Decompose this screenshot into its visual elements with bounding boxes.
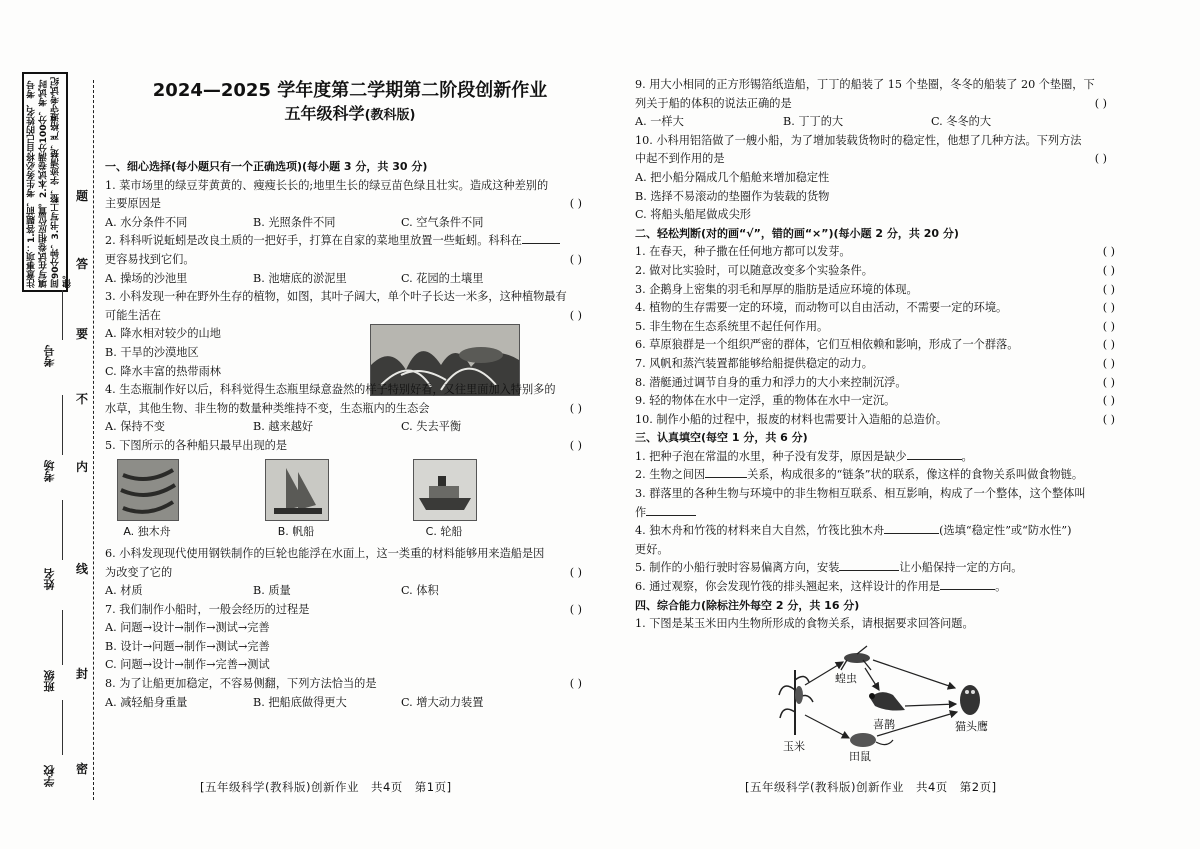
option-b[interactable]: B. 干旱的沙漠地区 [105,345,199,359]
judge-text: 6. 草原狼群是一个组织严密的群体，它们互相依赖和影响，形成了一个群落。 [635,338,1019,352]
option-b[interactable]: B. 把船底做得更大 [253,695,347,709]
field-school-line[interactable] [62,700,63,755]
page-footer: [五年级科学(教科版)创新作业 共4页 第2页] [745,780,997,794]
fill-text: 让小船保持一定的方向。 [899,561,1023,575]
field-name-line[interactable] [62,500,63,560]
label-field-mouse: 田鼠 [849,750,871,763]
field-class-line[interactable] [62,610,63,665]
steamship-image [413,459,477,521]
answer-paren[interactable]: ( ) [569,308,582,322]
question-text: 2. 科科听说蚯蚓是改良土质的一把好手，打算在自家的菜地里放置一些蚯蚓。科科在 [105,234,522,248]
sailboat-image [265,459,329,521]
judge-text: 10. 制作小船的过程中，报废的材料也需要计入造船的总造价。 [635,412,948,426]
question-text: 1. 下图是某玉米田内生物所形成的食物关系，请根据要求回答问题。 [635,617,974,631]
field-room: 考场 [43,460,56,482]
answer-paren[interactable]: ( ) [1102,338,1115,352]
blank[interactable] [907,459,962,460]
option-a[interactable]: A. 保持不变 [105,420,165,434]
exam-notice: 注意事项：1.答题前，考生务必将自己的姓名、考号填写在试卷相应位置。2.本试卷满分100分，考试时间90分钟，3.书写工整，字迹清楚，严格遵守考试纪律。 [22,72,68,292]
page-footer: [五年级科学(教科版)创新作业 共4页 第1页] [200,780,452,794]
label-magpie: 喜鹊 [873,718,895,731]
field-number-line[interactable] [62,290,63,340]
judgement-list [635,243,1125,429]
question-5 [105,437,600,545]
owl-icon [960,685,980,715]
option-c[interactable]: C. 花园的土壤里 [401,271,484,285]
seal-char: 线 [75,562,88,576]
page-2 [630,0,1130,849]
question-10 [635,132,1125,225]
judge-item [635,281,1125,300]
seal-char: 答 [75,257,88,271]
judge-item [635,374,1125,393]
question-text: 9. 用大小相同的正方形锡箔纸造船，丁丁的船装了 15 个垫圈，冬冬的船装了 20 个垫圈，下 [635,78,1095,91]
blank[interactable] [705,477,747,478]
judge-item [635,392,1125,411]
judge-item [635,355,1125,374]
option-b[interactable]: B. 帆船 [277,524,315,538]
field-number: 考号 [43,345,56,367]
food-web-diagram [775,640,1005,763]
question-text: 3. 小科发现一种在野外生存的植物，如图，其叶子阔大，单个叶子长达一米多，这种植物最有 [105,290,567,304]
fill-3 [635,485,1125,504]
seal-char: 不 [75,392,88,406]
question-text: 为改变了它的 [105,565,173,579]
answer-paren[interactable]: ( ) [1102,301,1115,315]
answer-paren[interactable]: ( ) [569,401,582,415]
judge-item [635,299,1125,318]
field-school: 学校 [43,765,56,787]
arrow-grasshopper-magpie [865,668,879,690]
field-name: 姓名 [43,568,56,590]
question-text: 6. 小科发现现代使用钢铁制作的巨轮也能浮在水面上，这一类重的材料能够用来造船是因 [105,546,545,560]
question-2 [105,232,600,288]
fill-text: 2. 生物之间因 [635,468,706,482]
answer-paren[interactable]: ( ) [1102,394,1115,408]
section-heading: 一、细心选择(每小题只有一个正确选项)(每小题 3 分，共 30 分) [105,160,428,173]
judge-text: 7. 风帆和蒸汽装置都能够给船提供稳定的动力。 [635,356,873,370]
option-c[interactable]: C. 失去平衡 [401,420,462,434]
option-b[interactable]: B. 选择不易滚动的垫圈作为装载的货物 [635,189,830,203]
seal-char: 封 [75,667,88,681]
fill-text: 1. 把种子泡在常温的水里，种子没有发芽，原因是缺少 [635,449,907,463]
option-a[interactable]: A. 把小船分隔成几个船舱来增加稳定性 [635,170,830,184]
question-text: 4. 生态瓶制作好以后，科科觉得生态瓶里绿意盎然的样子特别好看，又往里面加入特别多的 [105,383,556,397]
option-a[interactable]: A. 水分条件不同 [105,215,188,229]
subject-label: 五年级科学 [284,103,365,123]
judge-item [635,262,1125,281]
option-c[interactable]: C. 降水丰富的热带雨林 [105,364,221,378]
fill-1: 1. 把种子泡在常温的水里，种子没有发芽，原因是缺少 。 [635,449,973,463]
fill-3b [635,504,1125,523]
section-heading: 二、轻松判断(对的画“√”，错的画“×”)(每小题 2 分，共 20 分) [635,226,959,240]
seal-char: 要 [75,327,88,341]
magpie-icon [869,692,905,710]
option-b[interactable]: B. 质量 [253,584,291,598]
question-text: 主要原因是 [105,197,161,211]
answer-paren[interactable]: ( ) [1102,319,1115,333]
judge-text: 2. 做对比实验时，可以随意改变多个实验条件。 [635,263,873,277]
judge-text: 3. 企鹅身上密集的羽毛和厚厚的脂肪是适应环境的体现。 [635,282,918,296]
option-b[interactable]: B. 池塘底的淤泥里 [253,271,347,285]
fill-text: 5. 制作的小船行驶时容易偏离方向，安装 [635,561,840,575]
arrow-corn-mouse [805,715,849,738]
option-b[interactable]: B. 光照条件不同 [253,215,336,229]
option-c[interactable]: C. 冬冬的大 [931,115,992,129]
fill-6: 6. 通过观察，你会发现竹筏的排头翘起来，这样设计的作用是 。 [635,580,1007,594]
answer-paren[interactable]: ( ) [1102,263,1115,277]
binding-strip [0,0,100,849]
question-text: 更容易找到它们。 [105,252,195,266]
answer-paren[interactable]: ( ) [569,438,582,452]
question-text: 10. 小科用铝箔做了一艘小船，为了增加装载货物时的稳定性，他想了几种方法。下列方法 [635,133,1082,147]
option-a[interactable]: A. 减轻船身重量 [105,695,188,709]
field-class: 班级 [43,670,56,692]
judge-item [635,336,1125,355]
label-owl: 猫头鹰 [955,720,988,733]
option-b[interactable]: B. 越来越好 [253,420,314,434]
judge-text: 4. 植物的生存需要一定的环境，而动物可以自由活动，不需要一定的环境。 [635,301,1008,315]
answer-paren[interactable]: ( ) [1094,152,1107,166]
question-text: 5. 下图所示的各种船只最早出现的是 [105,438,288,452]
blank[interactable] [940,589,995,590]
answer-paren[interactable]: ( ) [569,602,582,616]
corn-icon [779,670,813,735]
arrow-grasshopper-owl [873,660,955,688]
exam-subtitle [100,105,600,126]
option-b[interactable]: B. 丁丁的大 [783,115,844,129]
option-a[interactable]: A. 独木舟 [123,524,171,538]
section-heading: 三、认真填空(每空 1 分，共 6 分) [635,431,808,445]
option-c[interactable]: C. 问题→设计→制作→完善→测试 [105,658,270,672]
judge-text: 8. 潜艇通过调节自身的重力和浮力的大小来控制沉浮。 [635,375,907,389]
answer-paren[interactable]: ( ) [1102,356,1115,370]
seal-char: 密 [75,762,88,776]
fill-text: 更好。 [635,542,669,556]
fill-text: 4. 独木舟和竹筏的材料来自大自然，竹筏比独木舟 [635,524,885,538]
question-1 [105,177,600,233]
page-1 [100,0,600,849]
question-text: 1. 菜市场里的绿豆芽黄黄的、瘦瘦长长的;地里生长的绿豆苗色绿且壮实。造成这种差别的 [105,178,549,192]
option-a[interactable]: A. 问题→设计→制作→测试→完善 [105,621,270,635]
option-a[interactable]: A. 降水相对较少的山地 [105,327,221,341]
seal-char: 题 [75,189,88,203]
option-c[interactable]: C. 增大动力装置 [401,695,484,709]
answer-paren[interactable]: ( ) [569,565,582,579]
option-c[interactable]: C. 空气条件不同 [401,215,484,229]
option-a[interactable]: A. 操场的沙池里 [105,271,188,285]
answer-paren[interactable]: ( ) [569,677,582,691]
blank[interactable] [839,570,899,571]
blank[interactable] [522,243,560,244]
fill-2 [635,466,1125,485]
blank[interactable] [884,533,939,534]
judge-text: 9. 轻的物体在水中一定浮，重的物体在水中一定沉。 [635,394,896,408]
question-text: 水草，其他生物、非生物的数量种类维持不变，生态瓶内的生态会 [105,401,430,415]
blank[interactable] [646,515,696,516]
question-text: 7. 我们制作小船时，一般会经历的过程是 [105,602,310,616]
option-c[interactable]: C. 轮船 [425,524,463,538]
fill-text: 作 [635,505,647,519]
fill-text: 关系，构成很多的“链条”状的联系，像这样的食物关系叫做食物链。 [747,468,1084,482]
field-room-line[interactable] [62,395,63,455]
label-corn: 玉米 [783,740,805,753]
seal-dashed-line [93,80,94,800]
section-heading: 四、综合能力(除标注外每空 2 分，共 16 分) [635,598,860,612]
answer-paren[interactable]: ( ) [1102,412,1115,426]
option-a[interactable]: A. 一样大 [635,115,684,129]
fill-text: 3. 群落里的各种生物与环境中的非生物相互联系、相互影响，构成了一个整体，这个整体叫 [635,487,1086,501]
answer-paren[interactable]: ( ) [569,252,582,266]
judge-item [635,318,1125,337]
option-a[interactable]: A. 材质 [105,584,143,598]
option-c[interactable]: C. 体积 [401,584,439,598]
question-text: 8. 为了让船更加稳定，不容易侧翻，下列方法恰当的是 [105,677,377,691]
question-text: 列关于船的体积的说法正确的是 [635,96,792,110]
arrow-magpie-owl [905,704,956,706]
option-c[interactable]: C. 将船头船尾做成尖形 [635,208,751,222]
field-mouse-icon [850,733,893,747]
judge-item [635,411,1125,430]
judge-text: 1. 在春天，种子撒在任何地方都可以发芽。 [635,245,851,259]
exam-title: 2024—2025 学年度第二学期第二阶段创新作业 [152,80,548,101]
fill-5 [635,559,1125,578]
seal-char: 内 [75,460,88,474]
section-1 [105,158,600,712]
fill-text: (选填“稳定性”或“防水性”) [939,524,1072,538]
question-4 [105,381,600,437]
fill-text: 6. 通过观察，你会发现竹筏的排头翘起来，这样设计的作用是 [635,580,941,594]
fill-4b [635,541,1125,560]
question-9 [635,76,1125,132]
answer-paren[interactable]: ( ) [1102,245,1115,259]
answer-paren[interactable]: ( ) [1094,96,1107,110]
question-8 [105,675,600,712]
question-3 [105,288,600,381]
question-text: 中起不到作用的是 [635,152,725,166]
fill-4 [635,522,1125,541]
canoe-image [117,459,179,521]
judge-text: 5. 非生物在生态系统里不起任何作用。 [635,319,829,333]
answer-paren[interactable]: ( ) [569,197,582,211]
option-b[interactable]: B. 设计→问题→制作→测试→完善 [105,639,270,653]
question-6 [105,545,600,601]
answer-paren[interactable]: ( ) [1102,282,1115,296]
label-grasshopper: 蝗虫 [835,672,857,685]
question-text: 可能生活在 [105,308,161,322]
edition-label: (教科版) [364,107,416,123]
judge-item [635,243,1125,262]
grasshopper-icon [841,646,871,670]
question-7 [105,601,600,675]
answer-paren[interactable]: ( ) [1102,375,1115,389]
